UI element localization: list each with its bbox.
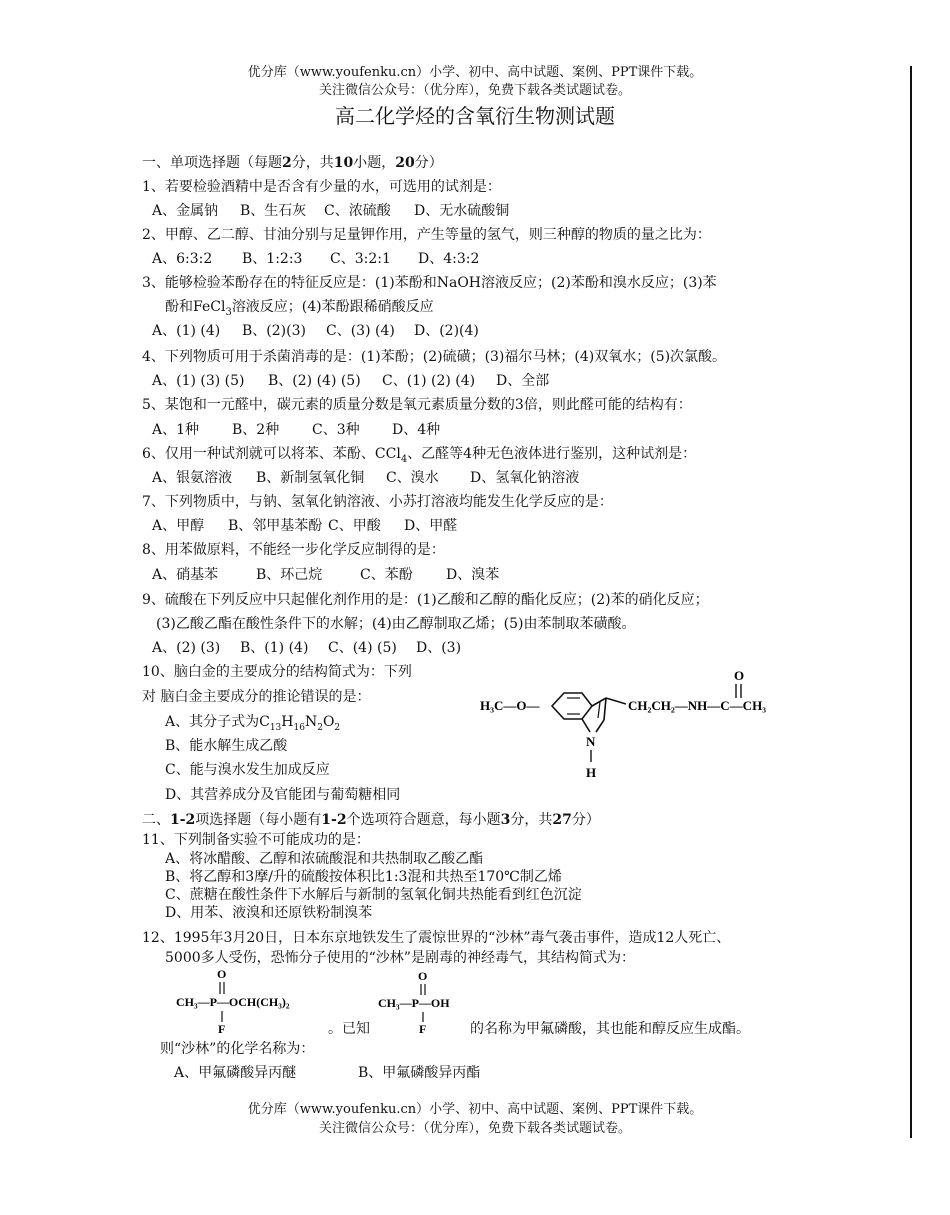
methylfluorophosphonic-acid-structure <box>376 968 476 1034</box>
q12-stem-line1: 12、1995年3月20日，日本东京地铁发生了震惊世界的“沙林”毒气袭击事件，造成12人死亡、 <box>142 930 731 946</box>
q7-option-c: C、甲酸 <box>328 518 381 534</box>
q9-option-a: A、(2) (3) <box>152 640 221 656</box>
q2-option-c: C、3:2:1 <box>330 251 391 267</box>
q12-options <box>174 1066 480 1081</box>
q9-option-c: C、(4) (5) <box>328 640 397 656</box>
q8-options <box>152 568 499 583</box>
q2-option-d: D、4:3:2 <box>418 251 480 267</box>
q4-option-b: B、(2) (4) (5) <box>268 373 361 389</box>
q7-stem: 7、下列物质中，与钠、氢氧化钠溶液、小苏打溶液均能发生化学反应的是： <box>142 494 613 510</box>
q9-option-d: D、(3) <box>416 640 462 656</box>
q12-stem-line3: 则“沙林”的化学名称为： <box>160 1041 315 1057</box>
q12-stem-line2: 5000多人受伤，恐怖分子使用的“沙林”是剧毒的神经毒气，其结构简式为： <box>165 950 635 966</box>
q5-options <box>152 423 440 438</box>
section1-heading: 一、单项选择题（每题2分，共10小题，20分） <box>142 155 443 171</box>
page-title: 高二化学烃的含氧衍生物测试题 <box>335 104 615 128</box>
q12-option-a: A、甲氟磷酸异丙醚 <box>174 1065 297 1081</box>
melatonin-structure <box>472 660 802 785</box>
q11-option-d: D、用苯、液溴和还原铁粉制溴苯 <box>165 905 373 921</box>
q2-options <box>152 252 479 267</box>
footer-line-1: 优分库（www.youfenku.cn）小学、初中、高中试题、案例、PPT课件下载。 <box>247 1102 703 1117</box>
q4-option-a: A、(1) (3) (5) <box>152 373 245 389</box>
side-chain-bond <box>606 698 626 704</box>
q4-options <box>152 374 549 389</box>
q5-option-a: A、1种 <box>152 422 200 438</box>
pyrrole-double-bond <box>598 702 600 718</box>
q1-option-c: C、浓硫酸 <box>324 203 391 219</box>
q9-option-b: B、(1) (4) <box>240 640 309 656</box>
q6-options <box>152 471 579 486</box>
q10-option-a: A、其分子式为$C_{13}H_{16}N_2O_2$ <box>165 714 341 733</box>
q9-stem-line2: (3)乙酸乙酯在酸性条件下的水解；(4)由乙醇制取乙烯；(5)由苯制取苯磺酸。 <box>156 616 636 632</box>
q6-option-d: D、氢氧化钠溶液 <box>470 470 580 486</box>
q11-stem: 11、下列制备实验不可能成功的是： <box>142 832 370 848</box>
header-line-2: 关注微信公众号：（优分库），免费下载各类试题试卷。 <box>318 83 631 98</box>
q2-option-b: B、1:2:3 <box>242 251 303 267</box>
melatonin-side-chain-label: CH₂CH₂—NH—C—CH₃ <box>628 698 767 713</box>
q3-option-d: D、(2)(4) <box>414 323 479 339</box>
q11-option-c: C、蔗糖在酸性条件下水解后与新制的氢氧化铜共热能看到红色沉淀 <box>165 887 582 903</box>
q6-option-b: B、新制氢氧化铜 <box>256 470 365 486</box>
q10-option-c: C、能与溴水发生加成反应 <box>165 762 330 778</box>
q3-option-c: C、(3) (4) <box>326 323 395 339</box>
q8-option-d: D、溴苯 <box>446 567 500 583</box>
q11-option-a: A、将冰醋酸、乙醇和浓硫酸混和共热制取乙酸乙酯 <box>165 851 484 867</box>
q12-option-b: B、甲氟磷酸异丙酯 <box>358 1065 481 1081</box>
q8-option-b: B、环己烷 <box>256 567 323 583</box>
q1-stem: 1、若要检验酒精中是否含有少量的水，可选用的试剂是： <box>142 179 501 195</box>
q3-options <box>152 324 479 339</box>
melatonin-o-label: O <box>734 668 745 683</box>
pyrrole-bond-3 <box>596 720 604 732</box>
right-margin-rule <box>910 66 912 1138</box>
q5-option-b: B、2种 <box>232 422 280 438</box>
q6-stem: 6、仅用一种试剂就可以将苯、苯酚、CCl$_4$、乙醛等4种无色液体进行鉴别，这种试剂是： <box>142 446 697 465</box>
q4-option-c: C、(1) (2) (4) <box>382 373 476 389</box>
mfp-o-label: O <box>418 969 428 983</box>
q8-option-a: A、硝基苯 <box>152 567 219 583</box>
q10-option-d: D、其营养成分及官能团与葡萄糖相同 <box>165 787 401 803</box>
q5-stem: 5、某饱和一元醛中，碳元素的质量分数是氧元素质量分数的3倍，则此醛可能的结构有： <box>142 397 692 413</box>
q12-after-text: 的名称为甲氟磷酸，其也能和醇反应生成酯。 <box>470 1021 750 1037</box>
q11-option-b: B、将乙醇和3摩/升的硫酸按体积比1:3混和共热至170℃制乙烯 <box>165 869 562 885</box>
sarin-f-label: F <box>218 1022 226 1034</box>
q2-stem: 2、甲醇、乙二醇、甘油分别与足量钾作用，产生等量的氢气，则三种醇的物质的量之比为： <box>142 227 711 243</box>
q10-stem-line2: 对 脑白金主要成分的推论错误的是： <box>142 689 371 705</box>
q7-option-d: D、甲醛 <box>404 518 458 534</box>
q3-option-b: B、(2)(3) <box>242 323 306 339</box>
q4-option-d: D、全部 <box>496 373 550 389</box>
q2-option-a: A、6:3:2 <box>152 251 213 267</box>
q3-stem-line2: 酚和FeCl$_3$溶液反应；(4)苯酚跟稀硝酸反应 <box>165 299 434 318</box>
q7-option-b: B、邻甲基苯酚 <box>228 518 323 534</box>
q9-stem-line1: 9、硫酸在下列反应中只起催化剂作用的是：(1)乙酸和乙醇的酯化反应；(2)苯的硝化反应； <box>142 592 709 608</box>
sarin-o-label: O <box>217 967 227 981</box>
q8-stem: 8、用苯做原料，不能经一步化学反应制得的是： <box>142 542 445 558</box>
sarin-formula-label: CH₃—P—OCH(CH₃)₂ <box>176 995 290 1009</box>
q9-options <box>152 641 461 656</box>
header-line-1: 优分库（www.youfenku.cn）小学、初中、高中试题、案例、PPT课件下载。 <box>247 65 703 80</box>
q5-option-c: C、3种 <box>312 422 360 438</box>
q10-option-b: B、能水解生成乙酸 <box>165 738 288 754</box>
q3-option-a: A、(1) (4) <box>152 323 221 339</box>
melatonin-methoxy-label: H₃C—O— <box>480 698 540 713</box>
benzene-ring <box>552 693 592 719</box>
mfp-f-label: F <box>419 1022 427 1034</box>
q8-option-c: C、苯酚 <box>360 567 413 583</box>
pyrrole-bond-2 <box>604 698 606 720</box>
sarin-structure <box>174 966 334 1034</box>
q1-options <box>152 204 509 219</box>
section2-heading: 二、1-2项选择题（每小题有1-2个选项符合题意，每小题3分，共27分） <box>142 812 600 828</box>
q12-known-text: 。已知 <box>328 1021 370 1037</box>
q1-option-d: D、无水硫酸铜 <box>414 203 510 219</box>
melatonin-n-label: N <box>586 734 596 749</box>
pyrrole-bond-4 <box>582 719 590 732</box>
melatonin-h-label: H <box>586 765 597 780</box>
q7-option-a: A、甲醇 <box>152 518 205 534</box>
q10-stem-line1: 10、脑白金的主要成分的结构简式为：下列 <box>142 664 412 680</box>
q6-option-a: A、银氨溶液 <box>152 470 233 486</box>
q5-option-d: D、4种 <box>392 422 441 438</box>
q4-stem: 4、下列物质可用于杀菌消毒的是：(1)苯酚；(2)硫磺；(3)福尔马林；(4)双氧水；(5)次氯酸。 <box>142 349 727 365</box>
q7-options <box>152 519 457 534</box>
footer-line-2: 关注微信公众号：（优分库），免费下载各类试题试卷。 <box>318 1121 631 1136</box>
pyrrole-bond-1 <box>592 698 606 706</box>
mfp-formula-label: CH₃—P—OH <box>378 996 450 1010</box>
q1-option-a: A、金属钠 <box>152 203 219 219</box>
q3-stem-line1: 3、能够检验苯酚存在的特征反应是：(1)苯酚和NaOH溶液反应；(2)苯酚和溴水反应；(3)苯 <box>142 275 717 291</box>
q6-option-c: C、溴水 <box>386 470 439 486</box>
q1-option-b: B、生石灰 <box>240 203 307 219</box>
